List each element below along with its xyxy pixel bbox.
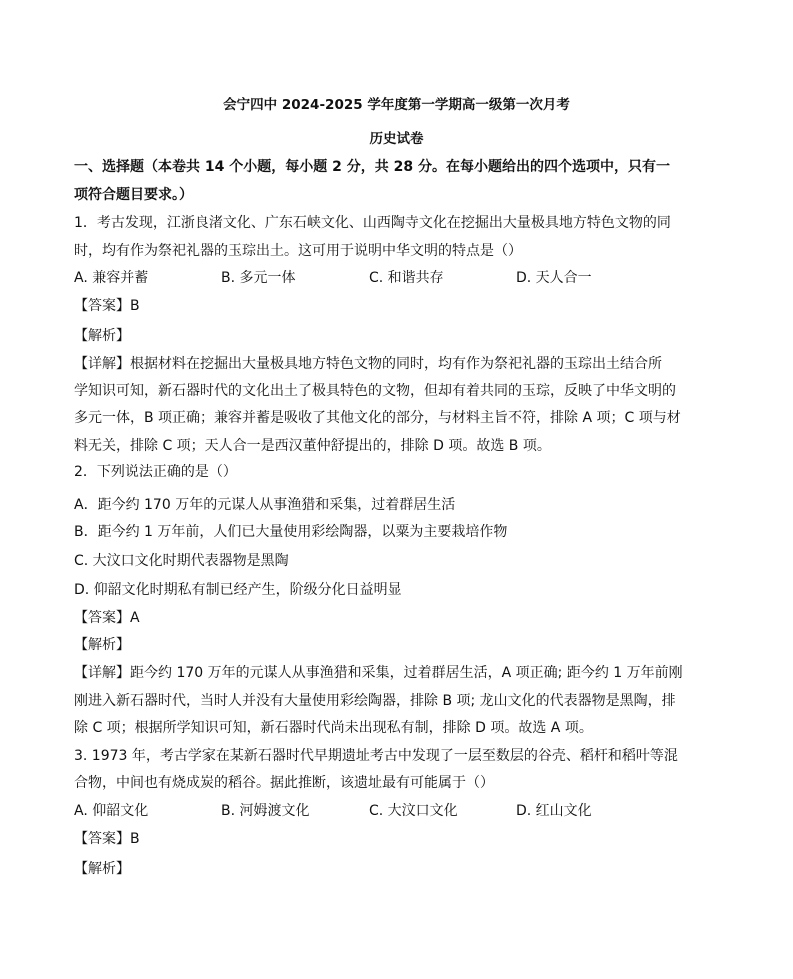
question-3-options [74, 802, 674, 820]
question-2-analysis-label: 【解析】 [74, 637, 130, 653]
question-2-option-b: B．距今约 1 万年前，人们已大量使用彩绘陶器，以粟为主要栽培作物 [74, 524, 508, 540]
question-2-detail-line-1: 【详解】距今约 170 万年的元谋人从事渔猎和采集，过着群居生活，A 项正确; 距今约 1 万年前刚 [74, 665, 683, 681]
question-1-detail-line-4: 料无关，排除 C 项；天人合一是西汉董仲舒提出的，排除 D 项。故选 B 项。 [74, 438, 551, 454]
question-1-answer: 【答案】B [74, 298, 140, 314]
section-instructions-line-2: 项符合题目要求。） [74, 187, 193, 203]
question-1-detail-line-1: 【详解】根据材料在挖掘出大量极具地方特色文物的同时，均有作为祭祀礼器的玉琮出土结合所 [74, 356, 662, 372]
question-2-answer: 【答案】A [74, 610, 140, 626]
question-2-option-c: C. 大汶口文化时期代表器物是黑陶 [74, 553, 289, 569]
question-2-option-d: D. 仰韶文化时期私有制已经产生，阶级分化日益明显 [74, 582, 402, 598]
question-1-stem-line-2: 时，均有作为祭祀礼器的玉琮出土。这可用于说明中华文明的特点是（） [74, 243, 522, 259]
question-1-detail-line-3: 多元一体，B 项正确；兼容并蓄是吸收了其他文化的部分，与材料主旨不符，排除 A 项；C 项与材 [74, 410, 681, 426]
question-3-option-b: B. 河姆渡文化 [221, 803, 310, 819]
question-3-option-c: C. 大汶口文化 [369, 803, 458, 819]
question-3-stem-line-1: 3. 1973 年，考古学家在某新石器时代早期遗址考古中发现了一层至数层的谷壳、稻杆和稻叶等混 [74, 748, 678, 764]
question-3-analysis-label: 【解析】 [74, 861, 130, 877]
question-3-stem-line-2: 合物，中间也有烧成炭的稻谷。据此推断，该遗址最有可能属于（） [74, 775, 494, 791]
question-2-option-a: A．距今约 170 万年的元谋人从事渔猎和采集，过着群居生活 [74, 497, 456, 513]
question-1-stem-line-1: 1．考古发现，江浙良渚文化、广东石峡文化、山西陶寺文化在挖掘出大量极具地方特色文物的同 [74, 215, 671, 231]
question-1-options [74, 269, 674, 287]
question-3-option-d: D. 红山文化 [516, 803, 592, 819]
question-2-stem: 2．下列说法正确的是（） [74, 464, 237, 480]
section-instructions-line-1: 一、选择题（本卷共 14 个小题，每小题 2 分，共 28 分。在每小题给出的四个选项中，只有一 [74, 159, 670, 175]
question-1-option-d: D. 天人合一 [516, 270, 592, 286]
exam-subtitle: 历史试卷 [369, 131, 424, 147]
question-2-detail-line-3: 除 C 项；根据所学知识可知，新石器时代尚未出现私有制，排除 D 项。故选 A 项。 [74, 720, 593, 736]
question-1-analysis-label: 【解析】 [74, 328, 130, 344]
question-3-answer: 【答案】B [74, 831, 140, 847]
question-1-option-b: B. 多元一体 [221, 270, 296, 286]
question-3-option-a: A. 仰韶文化 [74, 803, 149, 819]
question-1-option-c: C. 和谐共存 [369, 270, 444, 286]
exam-title: 会宁四中 2024-2025 学年度第一学期高一级第一次月考 [223, 97, 570, 113]
question-1-detail-line-2: 学知识可知，新石器时代的文化出土了极具特色的文物，但却有着共同的玉琮，反映了中华文明的 [74, 383, 676, 399]
question-2-detail-line-2: 刚进入新石器时代，当时人并没有大量使用彩绘陶器，排除 B 项; 龙山文化的代表器物是黑陶，排 [74, 693, 676, 709]
question-1-option-a: A. 兼容并蓄 [74, 270, 149, 286]
